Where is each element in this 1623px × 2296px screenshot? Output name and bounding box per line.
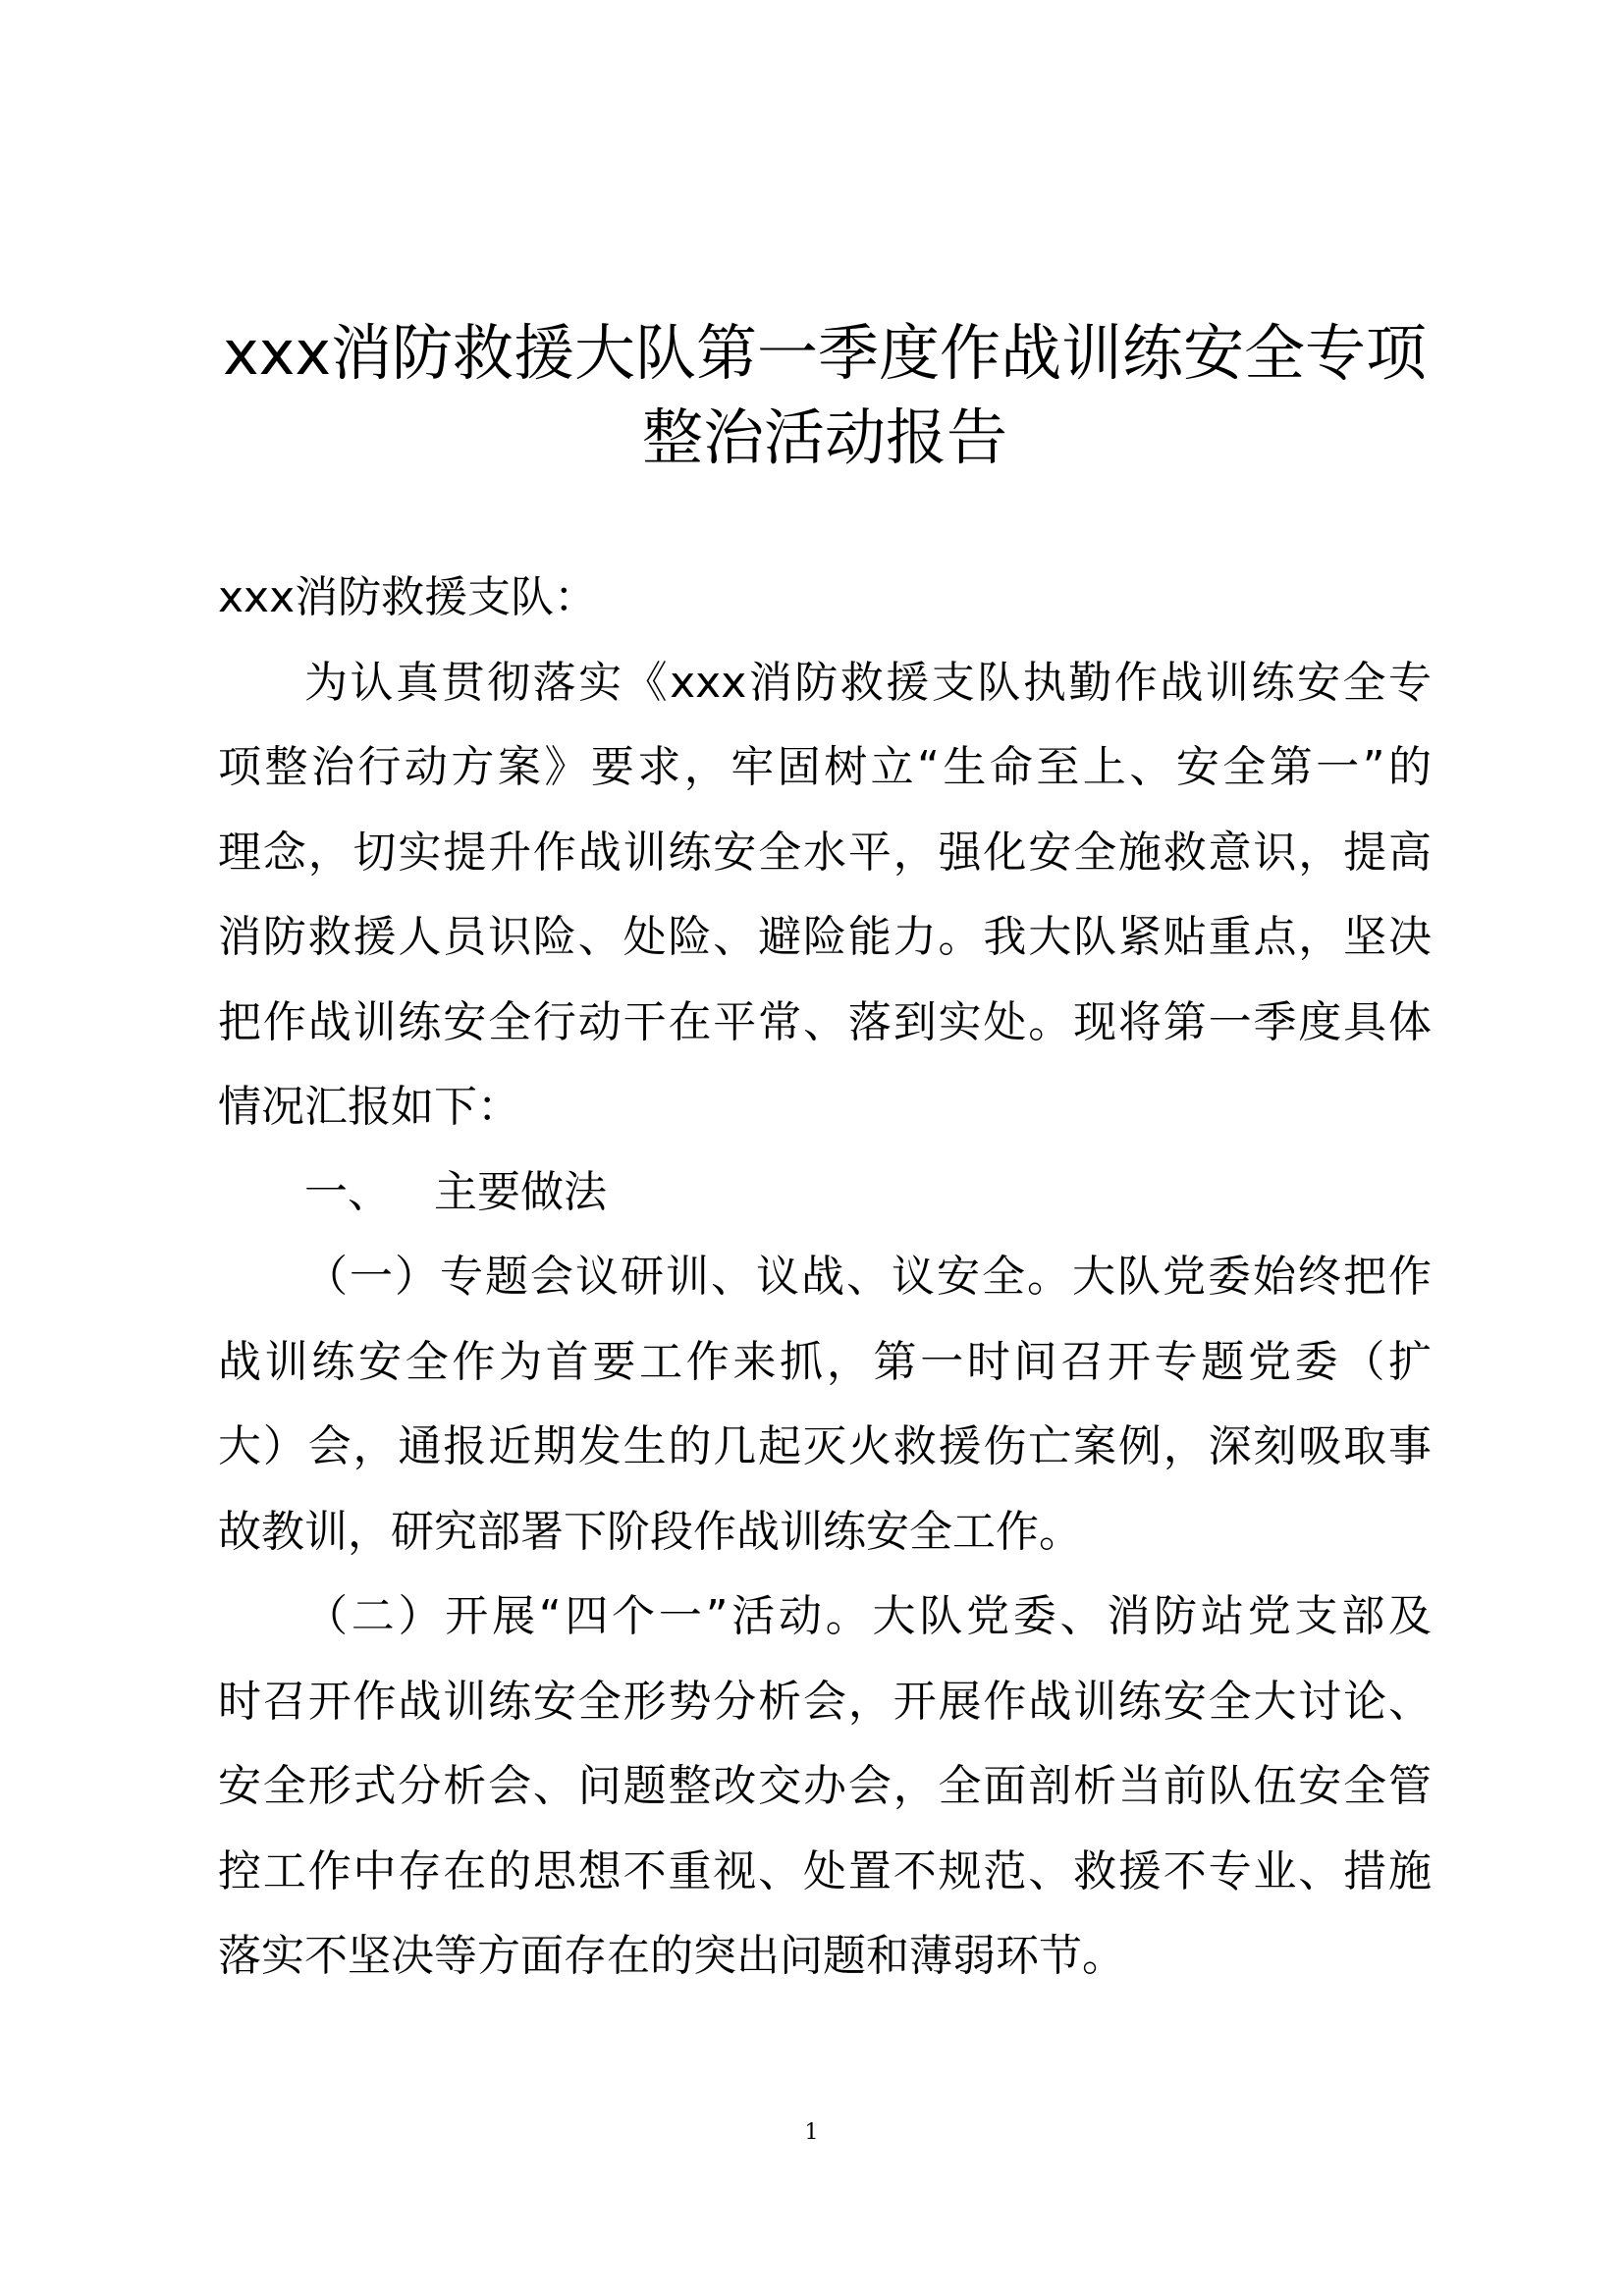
paragraph-line: 落实不坚决等方面存在的突出问题和薄弱环节。 — [218, 1931, 1125, 1981]
paragraph-line: 时召开作战训练安全形势分析会，开展作战训练安全大讨论、 — [218, 1676, 1432, 1727]
paragraph-line: 理念，切实提升作战训练安全水平，强化安全施救意识，提高 — [218, 827, 1432, 878]
section-number: 一、 — [304, 1166, 391, 1217]
paragraph-2 — [218, 1575, 1432, 2000]
section-heading — [218, 1150, 1432, 1236]
paragraph-line: 消防救援人员识险、处险、避险能力。我大队紧贴重点，坚决 — [218, 912, 1432, 962]
document-body — [218, 556, 1432, 2000]
page-number: 1 — [804, 2120, 819, 2145]
paragraph-line: 为认真贯彻落实《xxx消防救援支队执勤作战训练安全专 — [304, 657, 1432, 708]
paragraph-line: 控工作中存在的思想不重视、处置不规范、救援不专业、措施 — [218, 1845, 1432, 1896]
paragraph-line: 项整治行动方案》要求，牢固树立“生命至上、安全第一”的 — [218, 742, 1432, 792]
paragraph-line: 战训练安全作为首要工作来抓，第一时间召开专题党委（扩 — [218, 1336, 1432, 1387]
paragraph-1 — [218, 1235, 1432, 1575]
paragraph-line: 把作战训练安全行动干在平常、落到实处。现将第一季度具体 — [218, 996, 1432, 1047]
paragraph-line: （二）开展“四个一”活动。大队党委、消防站党支部及 — [304, 1591, 1432, 1641]
document-title-line-1: xxx消防救援大队第一季度作战训练安全专项 — [222, 317, 1428, 389]
paragraph-line: 大）会，通报近期发生的几起灭火救援伤亡案例，深刻吸取事 — [218, 1421, 1432, 1471]
document-title-line-2: 整治活动报告 — [641, 401, 1007, 473]
paragraph-line: （一）专题会议研训、议战、议安全。大队党委始终把作 — [304, 1252, 1432, 1302]
paragraph-line: 故教训，研究部署下阶段作战训练安全工作。 — [218, 1506, 1082, 1557]
salutation: xxx消防救援支队： — [218, 572, 598, 622]
section-title: 主要做法 — [434, 1166, 607, 1217]
paragraph-line: 情况汇报如下： — [218, 1082, 520, 1132]
paragraph-line: 安全形式分析会、问题整改交办会，全面剖析当前队伍安全管 — [218, 1761, 1432, 1811]
paragraph-intro — [218, 641, 1432, 1150]
